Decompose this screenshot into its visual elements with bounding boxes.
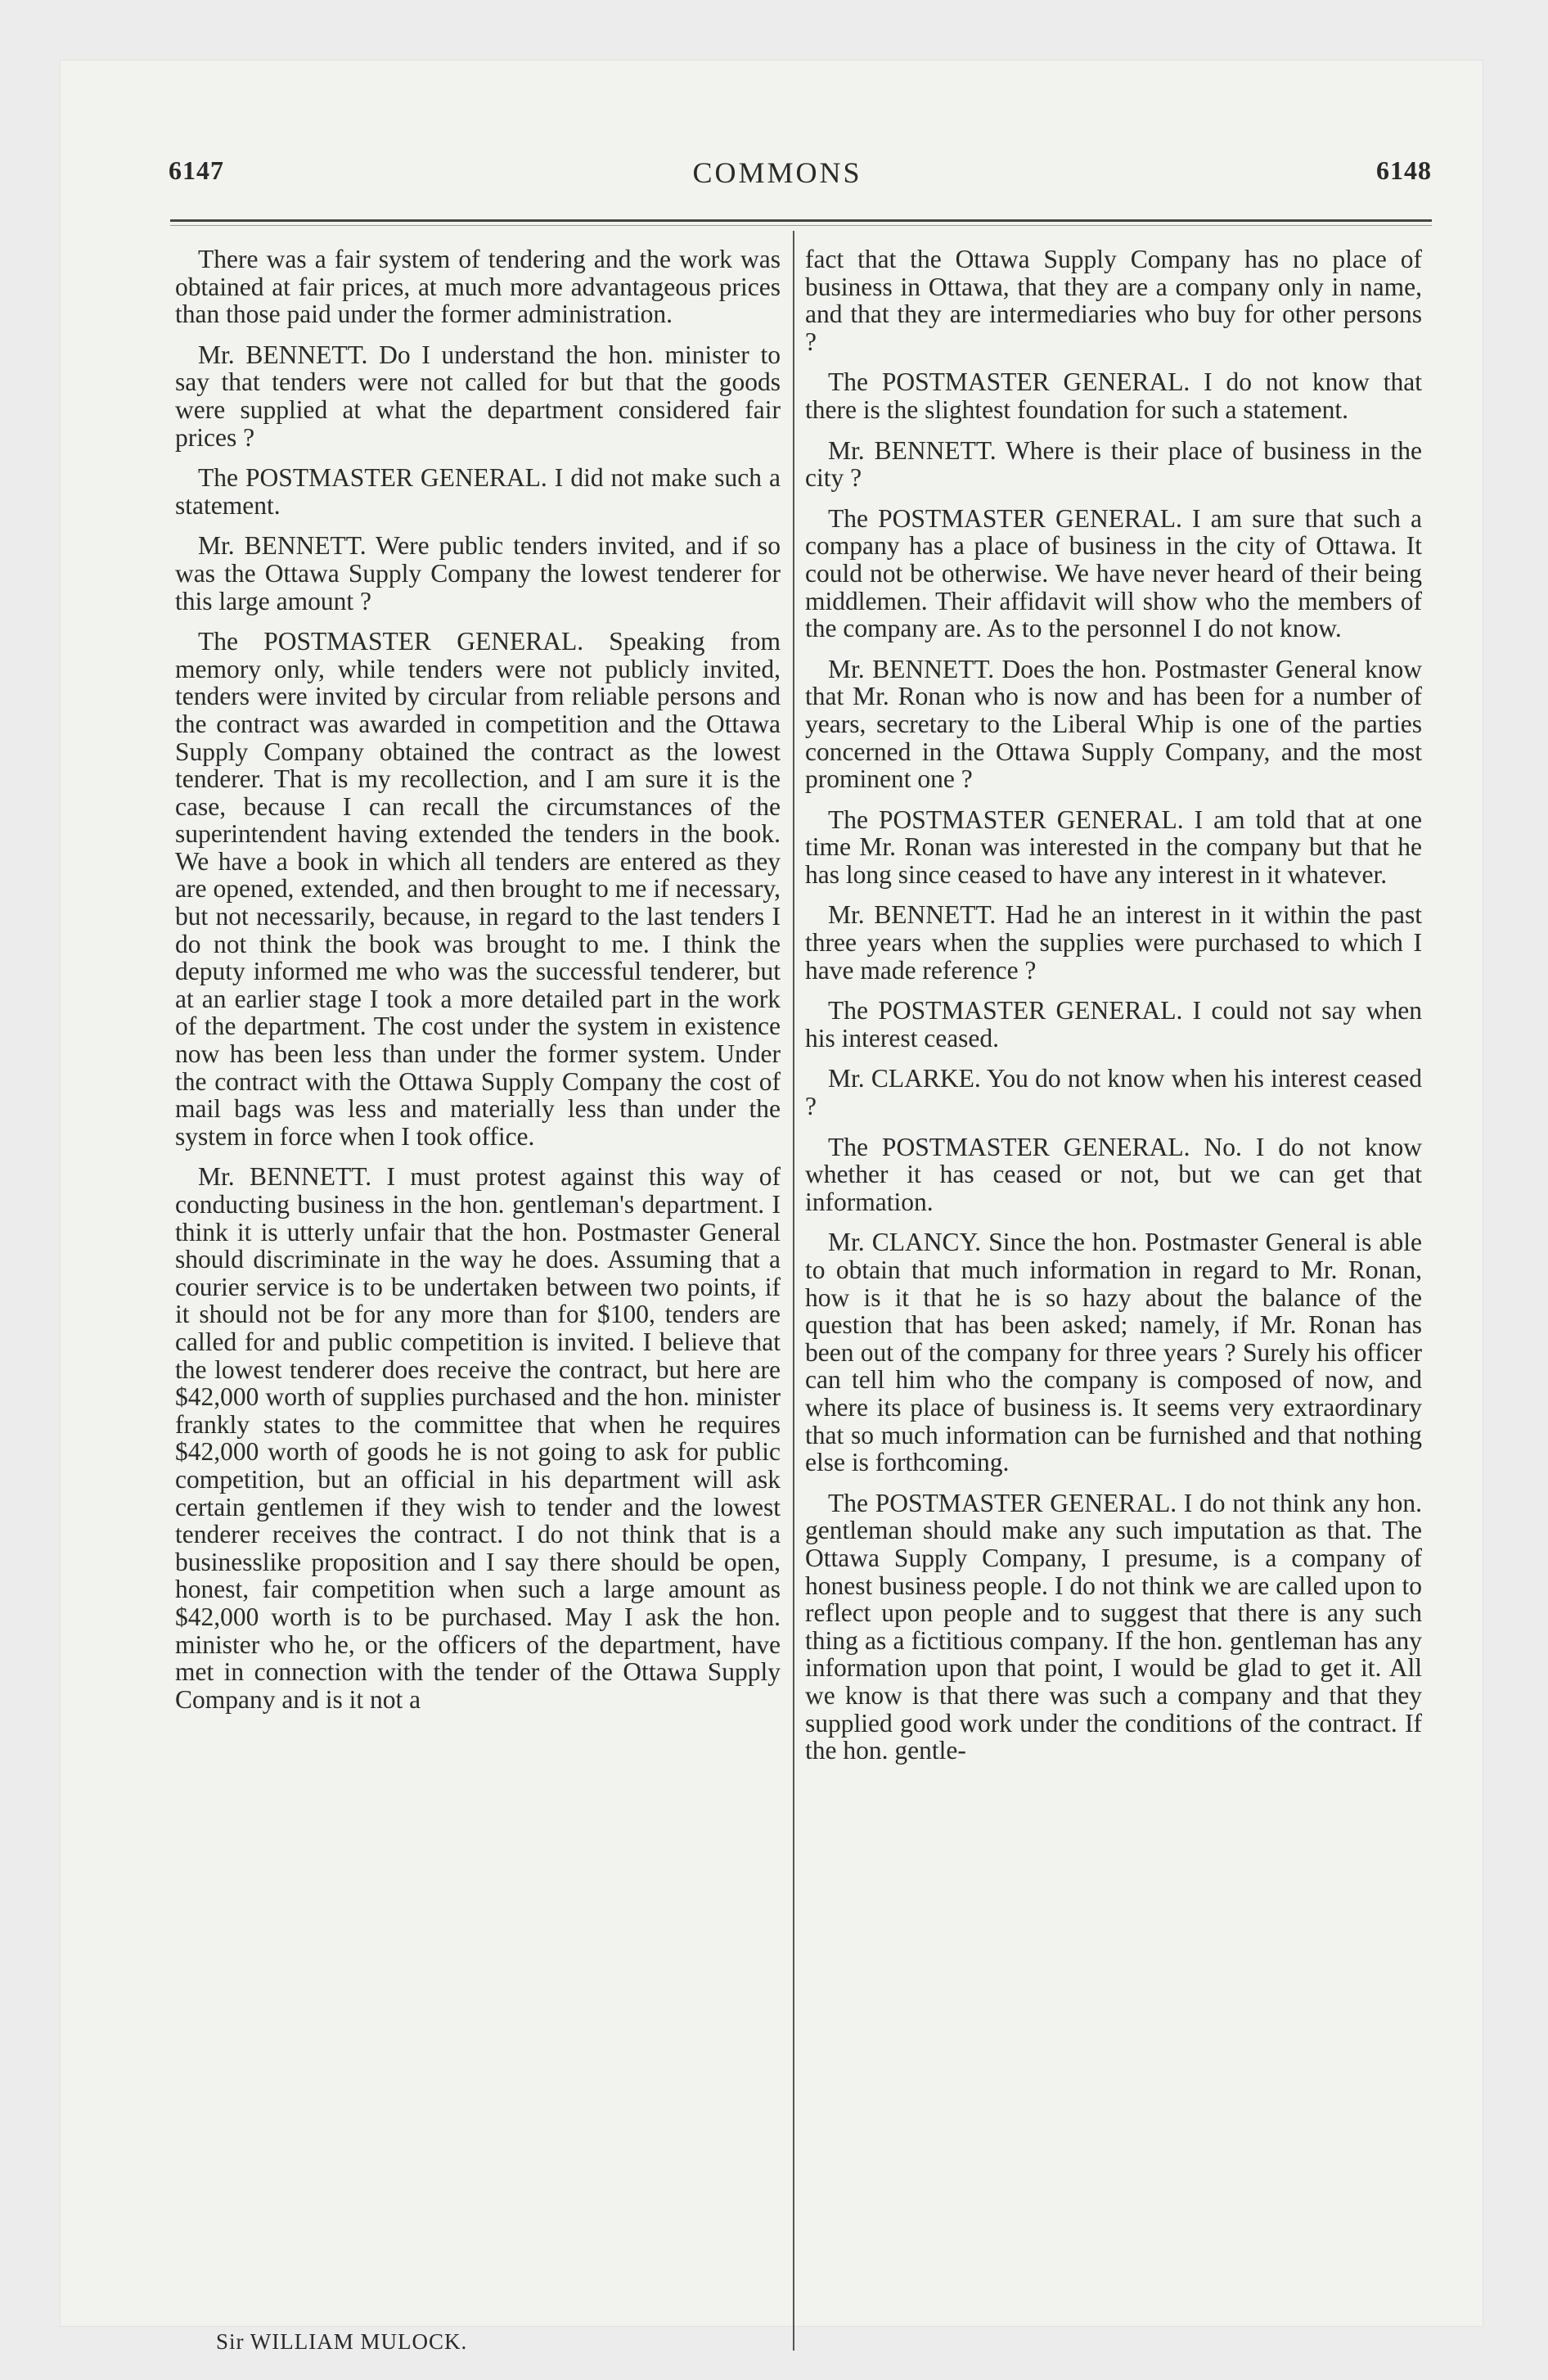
paragraph: The POSTMASTER GENERAL. I did not make such a statement.	[175, 463, 781, 520]
paragraph: Mr. BENNETT. Does the hon. Postmaster General know that Mr. Ronan who is now and has been for a number of years, secretary to the Liberal Whip is one of the parties concerned in the Ottawa Supply Company, and the most prominent one ?	[805, 654, 1422, 794]
paragraph: Mr. BENNETT. Had he an interest in it within the past three years when the supplies were purchased to which I have made reference ?	[805, 900, 1422, 985]
speaker-footer: Sir WILLIAM MULOCK.	[216, 2329, 468, 2354]
column-divider	[793, 231, 794, 2351]
paragraph: There was a fair system of tendering and the work was obtained at fair prices, at much more advantageous prices than those paid under the former administration.	[175, 245, 781, 329]
paragraph: Mr. BENNETT. Do I understand the hon. minister to say that tenders were not called for but that the goods were supplied at what the department considered fair prices ?	[175, 340, 781, 452]
page-title: COMMONS	[692, 156, 862, 189]
paragraph: Mr. CLARKE. You do not know when his interest ceased ?	[805, 1064, 1422, 1121]
paragraph: The POSTMASTER GENERAL. No. I do not know whether it has ceased or not, but we can get that information.	[805, 1132, 1422, 1216]
paragraph: Mr. BENNETT. I must protest against this way of conducting business in the hon. gentleman's department. I think it is utterly unfair that the hon. Postmaster General should discriminate in the way he does. Assuming that a courier service is to be undertaken between two points, if it should not be for any more than for $100, tenders are called for and public competition is invited. I believe that the lowest tenderer does receive the contract, but here are $42,000 worth of supplies purchased and the hon. minister frankly states to the committee that when he requires $42,000 worth of goods he is not going to ask for public competition, but an official in his department will ask certain gentlemen if they wish to tender and the lowest tenderer receives the contract. I do not think that is a businesslike proposition and I say there should be open, honest, fair competition when such a large amount as $42,000 worth is to be purchased. May I ask the hon. minister who he, or the officers of the department, have met in connection with the tender of the Ottawa Supply Company and is it not a	[175, 1162, 781, 1714]
right-column	[805, 246, 1422, 1778]
paragraph: Mr. BENNETT. Where is their place of business in the city ?	[805, 435, 1422, 493]
paragraph: The POSTMASTER GENERAL. I am told that at one time Mr. Ronan was interested in the company but that he has long since ceased to have any interest in it whatever.	[805, 805, 1422, 889]
paragraph: The POSTMASTER GENERAL. I could not say when his interest ceased.	[805, 996, 1422, 1053]
paragraph: The POSTMASTER GENERAL. Speaking from memory only, while tenders were not publicly invited, tenders were invited by circular from reliable persons and the contract was awarded in competition and the Ottawa Supply Company obtained the contract as the lowest tenderer. That is my recollection, and I am sure it is the case, because I can recall the circumstances of the superintendent having extended the tenders in the book. We have a book in which all tenders are entered as they are opened, extended, and then brought to me if necessary, but not necessarily, because, in regard to the last tenders I do not think the book was brought to me. I think the deputy informed me who was the successful tenderer, but at an earlier stage I took a more detailed part in the work of the department. The cost under the system in existence now has been less than under the former system. Under the contract with the Ottawa Supply Company the cost of mail bags was less and materially less than under the system in force when I took office.	[175, 627, 781, 1151]
header-rule	[170, 219, 1432, 222]
page-header	[123, 156, 1432, 196]
paragraph: Mr. CLANCY. Since the hon. Postmaster General is able to obtain that much information in regard to Mr. Ronan, how is it that he is so hazy about the balance of the question that has been asked; namely, if Mr. Ronan has been out of the company for three years ? Surely his officer can tell him who the company is composed of now, and where its place of business is. It seems very extraordinary that so much information can be furnished and that nothing else is forthcoming.	[805, 1228, 1422, 1477]
paragraph: The POSTMASTER GENERAL. I am sure that such a company has a place of business in the city of Ottawa. It could not be otherwise. We have never heard of their being middlemen. Their affidavit will show who the members of the company are. As to the personnel I do not know.	[805, 503, 1422, 643]
paragraph: The POSTMASTER GENERAL. I do not know that there is the slightest foundation for such a statement.	[805, 367, 1422, 424]
page-number-right: 6148	[1376, 156, 1432, 185]
left-column	[175, 246, 781, 1726]
paragraph: fact that the Ottawa Supply Company has no place of business in Ottawa, that they are a company only in name, and that they are intermediaries who buy for other persons ?	[805, 245, 1422, 356]
header-rule-thin	[170, 225, 1432, 226]
paragraph: The POSTMASTER GENERAL. I do not think any hon. gentleman should make any such imputation as that. The Ottawa Supply Company, I presume, is a company of honest business people. I do not think we are called upon to reflect upon people and to suggest that there is any such thing as a fictitious company. If the hon. gentleman has any information upon that point, I would be glad to get it. All we know is that there was such a company and that they supplied good work under the conditions of the contract. If the hon. gentle-	[805, 1488, 1422, 1765]
paragraph: Mr. BENNETT. Were public tenders invited, and if so was the Ottawa Supply Company the lowest tenderer for this large amount ?	[175, 531, 781, 615]
page-number-left: 6147	[169, 156, 224, 185]
